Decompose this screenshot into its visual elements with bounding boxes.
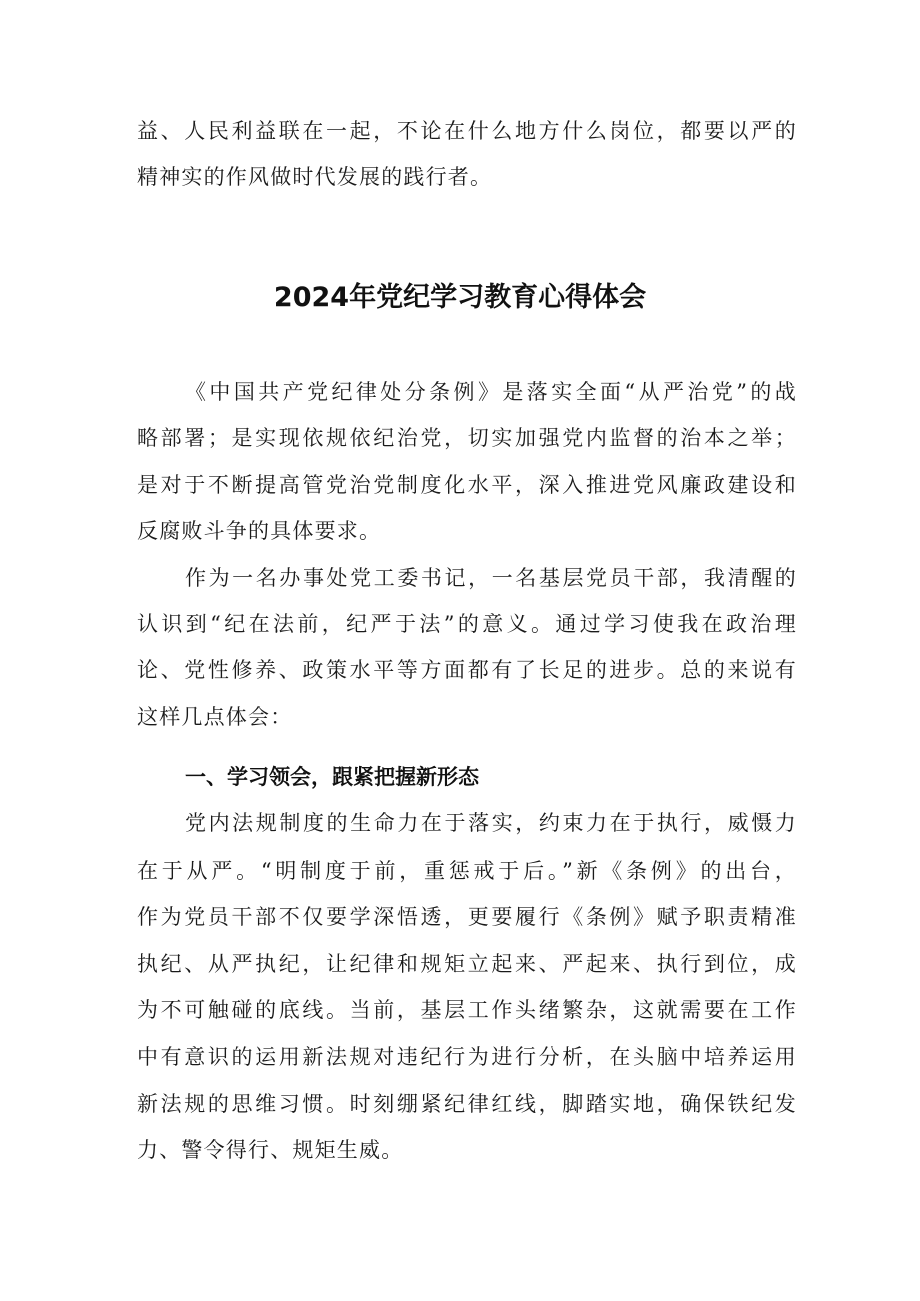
paragraph3-line-1: 党内法规制度的生命力在于落实，约束力在于执行，威慑力 — [185, 811, 797, 835]
paragraph3-line-6: 中有意识的运用新法规对违纪行为进行分析，在头脑中培养运用 — [137, 1045, 797, 1069]
paragraph1-line-1: 《中国共产党纪律处分条例》是落实全面“从严治党”的战 — [185, 380, 797, 404]
paragraph2-line-1: 作为一名办事处党工委书记，一名基层党员干部，我清醒的 — [185, 566, 797, 590]
paragraph3-line-2: 在于从严。“明制度于前，重惩戒于后。”新《条例》的出台， — [137, 859, 797, 883]
paragraph2-line-4: 这样几点体会： — [137, 705, 293, 729]
intro-line-2: 精神实的作风做时代发展的践行者。 — [137, 165, 493, 189]
paragraph2-line-2: 认识到“纪在法前，纪严于法”的意义。通过学习使我在政治理 — [137, 612, 797, 636]
document-title: 2024年党纪学习教育心得体会 — [273, 282, 647, 313]
paragraph3-line-8: 力、警令得行、规矩生威。 — [137, 1138, 404, 1162]
paragraph1-line-2: 略部署；是实现依规依纪治党，切实加强党内监督的治本之举； — [137, 426, 797, 450]
intro-line-1: 益、人民利益联在一起，不论在什么地方什么岗位，都要以严的 — [137, 119, 797, 143]
paragraph3-line-4: 执纪、从严执纪，让纪律和规矩立起来、严起来、执行到位，成 — [137, 952, 797, 976]
paragraph1-line-3: 是对于不断提高管党治党制度化水平，深入推进党风廉政建设和 — [137, 473, 797, 497]
paragraph1-line-4: 反腐败斗争的具体要求。 — [137, 519, 382, 543]
section-heading: 一、学习领会，跟紧把握新形态 — [185, 765, 479, 789]
paragraph3-line-5: 为不可触碰的底线。当前，基层工作头绪繁杂，这就需要在工作 — [137, 998, 797, 1022]
paragraph3-line-3: 作为党员干部不仅要学深悟透，更要履行《条例》赋予职责精准 — [137, 905, 797, 929]
paragraph3-line-7: 新法规的思维习惯。时刻绷紧纪律红线，脚踏实地，确保铁纪发 — [137, 1092, 797, 1116]
paragraph2-line-3: 论、党性修养、政策水平等方面都有了长足的进步。总的来说有 — [137, 658, 797, 682]
